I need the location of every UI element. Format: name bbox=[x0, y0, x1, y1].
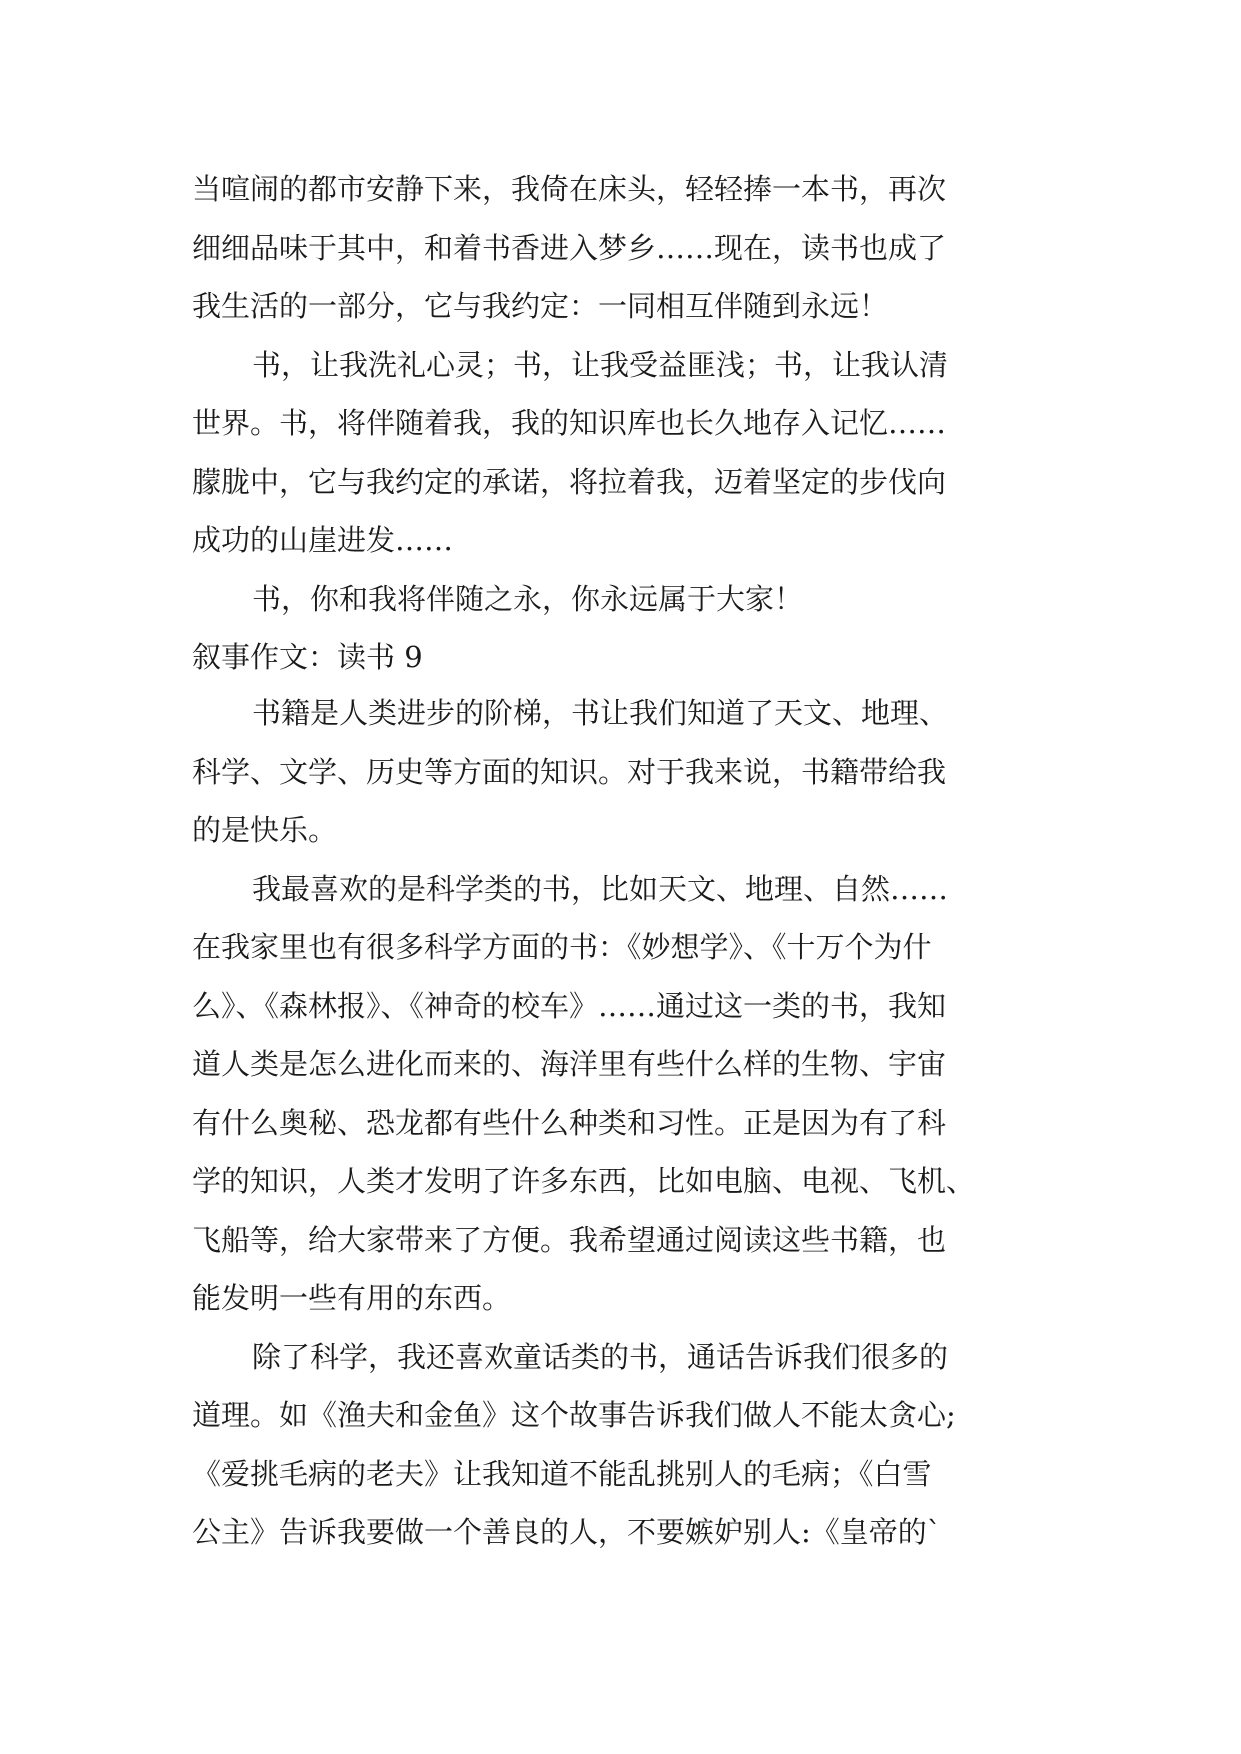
text-line: 《爱挑毛病的老夫》让我知道不能乱挑别人的毛病；《白雪 bbox=[192, 1456, 932, 1491]
text-line: 科学、文学、历史等方面的知识。对于我来说，书籍带给我 bbox=[192, 754, 947, 789]
text-line: 书，让我洗礼心灵；书，让我受益匪浅；书，让我认清 bbox=[252, 347, 949, 382]
paragraph-2 bbox=[192, 336, 1072, 570]
text-line: 的是快乐。 bbox=[192, 813, 338, 847]
text-line: 书，你和我将伴随之永，你永远属于大家！ bbox=[252, 581, 804, 616]
text-line: 道人类是怎么进化而来的、海洋里有些什么样的生物、宇宙 bbox=[192, 1047, 947, 1081]
text-line: 在我家里也有很多科学方面的书：《妙想学》、《十万个为什 bbox=[192, 930, 932, 964]
paragraph-6 bbox=[192, 1328, 1072, 1562]
paragraph-5 bbox=[192, 860, 1072, 1328]
document-body bbox=[192, 160, 1072, 1562]
text-line: 细细品味于其中，和着书香进入梦乡……现在，读书也成了 bbox=[192, 230, 947, 265]
text-line: 书籍是人类进步的阶梯，书让我们知道了天文、地理、 bbox=[252, 696, 949, 730]
paragraph-3 bbox=[192, 570, 1072, 629]
text-line: 公主》告诉我要做一个善良的人，不要嫉妒别人:《皇帝的` bbox=[192, 1515, 942, 1549]
text-line: 世界。书，将伴随着我，我的知识库也长久地存入记忆…… bbox=[192, 406, 947, 440]
text-line: 当喧闹的都市安静下来，我倚在床头，轻轻捧一本书，再次 bbox=[192, 172, 947, 206]
text-line: 成功的山崖进发…… bbox=[192, 523, 454, 557]
text-line: 道理。如《渔夫和金鱼》这个故事告诉我们做人不能太贪心; bbox=[192, 1398, 956, 1432]
text-line: 我生活的一部分，它与我约定：一同相互伴随到永远！ bbox=[192, 289, 889, 323]
text-line: 能发明一些有用的东西。 bbox=[192, 1281, 512, 1315]
text-line: 除了科学，我还喜欢童话类的书，通话告诉我们很多的 bbox=[252, 1339, 949, 1374]
section-heading: 叙事作文：读书 9 bbox=[192, 640, 423, 674]
text-line: 么》、《森林报》、《神奇的校车》……通过这一类的书，我知 bbox=[192, 988, 947, 1023]
text-line: 朦胧中，它与我约定的承诺，将拉着我，迈着坚定的步伐向 bbox=[192, 464, 947, 499]
text-line: 学的知识，人类才发明了许多东西，比如电脑、电视、飞机、 bbox=[192, 1164, 976, 1198]
text-line: 我最喜欢的是科学类的书，比如天文、地理、自然…… bbox=[252, 871, 949, 906]
text-line: 有什么奥秘、恐龙都有些什么种类和习性。正是因为有了科 bbox=[192, 1105, 947, 1140]
text-line: 飞船等，给大家带来了方便。我希望通过阅读这些书籍，也 bbox=[192, 1222, 947, 1257]
paragraph-4 bbox=[192, 684, 1072, 860]
paragraph-1 bbox=[192, 160, 1072, 336]
